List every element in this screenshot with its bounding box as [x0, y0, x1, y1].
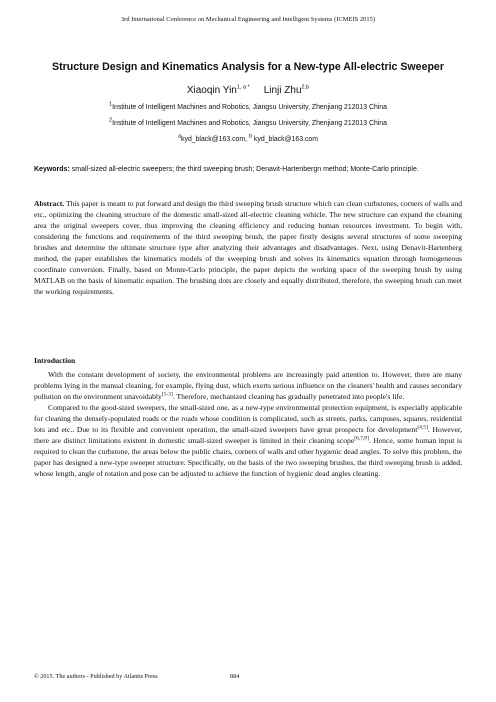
author-2-superscript: 2,b	[301, 84, 310, 91]
citation-ref: [4,5]	[417, 424, 428, 431]
affiliation-2-text: Institute of Intelligent Machines and Robotics, Jiangsu University, Zhenjiang 212013 China	[112, 120, 387, 127]
affiliation-1-text: Institute of Intelligent Machines and Robotics, Jiangsu University, Zhenjiang 212013 China	[112, 104, 387, 111]
page-number: 884	[230, 673, 240, 680]
email-a-superscript: a	[177, 133, 182, 140]
intro-p2-text-a: Compared to the good-sized sweepers, the small-sized one, as a new-type environmental protection equipment, is especially applicable for cleaning the densely-populated roads or the roads whose condition is complicated, such as streets, parks, campuses, squares, residential lots and etc.. Due to its flexible and convenient operation, the small-sized sweepers have great prospects for development	[34, 403, 462, 434]
author-2-name: Linji Zhu	[263, 85, 302, 96]
introduction-paragraph-1	[34, 369, 462, 402]
conference-header: 3rd International Conference on Mechanical Engineering and Intelligent Systems (ICMEIS 2015)	[120, 16, 376, 23]
page-footer	[34, 673, 462, 680]
citation-ref: [1-3]	[161, 391, 173, 398]
intro-p1-text-b: . Therefore, mechanized cleaning has gradually penetrated into people's life.	[172, 392, 405, 401]
email-a: kyd_black@163.com,	[181, 136, 249, 143]
copyright-notice: © 2015. The authors - Published by Atlantis Press	[34, 673, 158, 680]
intro-p2-text-c: . Hence, some human input is required to clean the curbstone, the areas below the public chairs, corners of walls and other hygienic dead angles. To solve this problem, the paper has designed a new-type sweeper structure. Specifically, on the basis of the two sweeping brushes, the third sweeping brush is added, whose length, angle of rotation and pose can be adjusted to achieve the function of hygienic dead angles cleaning.	[34, 436, 462, 478]
introduction-body	[34, 369, 462, 479]
keywords-label: Keywords:	[34, 166, 70, 173]
affiliation-2	[0, 117, 496, 127]
citation-ref: [6,7,8]	[354, 435, 369, 442]
affiliation-1	[0, 101, 496, 111]
affiliation-2-superscript: 2	[109, 117, 113, 124]
keywords-text: small-sized all-electric sweepers; the third sweeping brush; Denavit-Hartenbergn method; Monte-Carlo principle.	[69, 166, 419, 173]
keywords-paragraph	[34, 164, 462, 175]
email-b: kyd_black@163.com	[252, 136, 318, 143]
introduction-heading: Introduction	[34, 356, 76, 365]
email-line	[0, 133, 496, 143]
affiliation-1-superscript: 1	[109, 101, 113, 108]
introduction-paragraph-2	[34, 402, 462, 479]
paper-title: Structure Design and Kinematics Analysis for a New-type All-electric Sweeper	[52, 61, 444, 73]
abstract-paragraph	[34, 198, 462, 297]
author-1-superscript: 1, a *	[236, 84, 250, 91]
abstract-text: This paper is meant to put forward and design the third sweeping brush structure which can clean curbstones, corners of walls and etc., optimizing the cleaning structure of the domestic small-sized all-electric cleaning vehicle. The new structure can expand the cleaning area the original sweepers cover, thus improving the cleaning efficiency and reducing human resources investment. To begin with, considering the functions and requirements of the third sweeping brush, the paper firstly designs several structures of some sweeping brushes and determine the ultimate structure type after analyzing their advantages and disadvantages. Next, using Denavit-Hartenberg method, the paper establishes the kinematics models of the sweeping brush and solves its kinematics equation through homogeneous coordinate conversion. Finally, based on Monte-Carlo principle, the paper depicts the working space of the sweeping brush by using MATLAB on the basis of kinematic equation. The brushing dots are closely and equally distributed, therefore, the sweeping brush can meet the working requirements.	[34, 199, 462, 296]
intro-p1-text-a: With the constant development of society, the environmental problems are increasingly paid attention to. However, there are many problems lying in the manual cleaning, for example, flying dust, which exerts serious influence on the cleaners' health and causes secondary pollution on the environment unavoidably	[34, 370, 462, 401]
intro-p2-text-b: . However, there are distinct limitations existent in domestic small-sized sweeper is limited in their cleaning scope	[34, 425, 462, 445]
author-line	[0, 85, 496, 96]
author-1-name: Xiaoqin Yin	[186, 85, 237, 96]
email-b-superscript: b	[248, 133, 253, 140]
abstract-label: Abstract.	[34, 199, 65, 208]
